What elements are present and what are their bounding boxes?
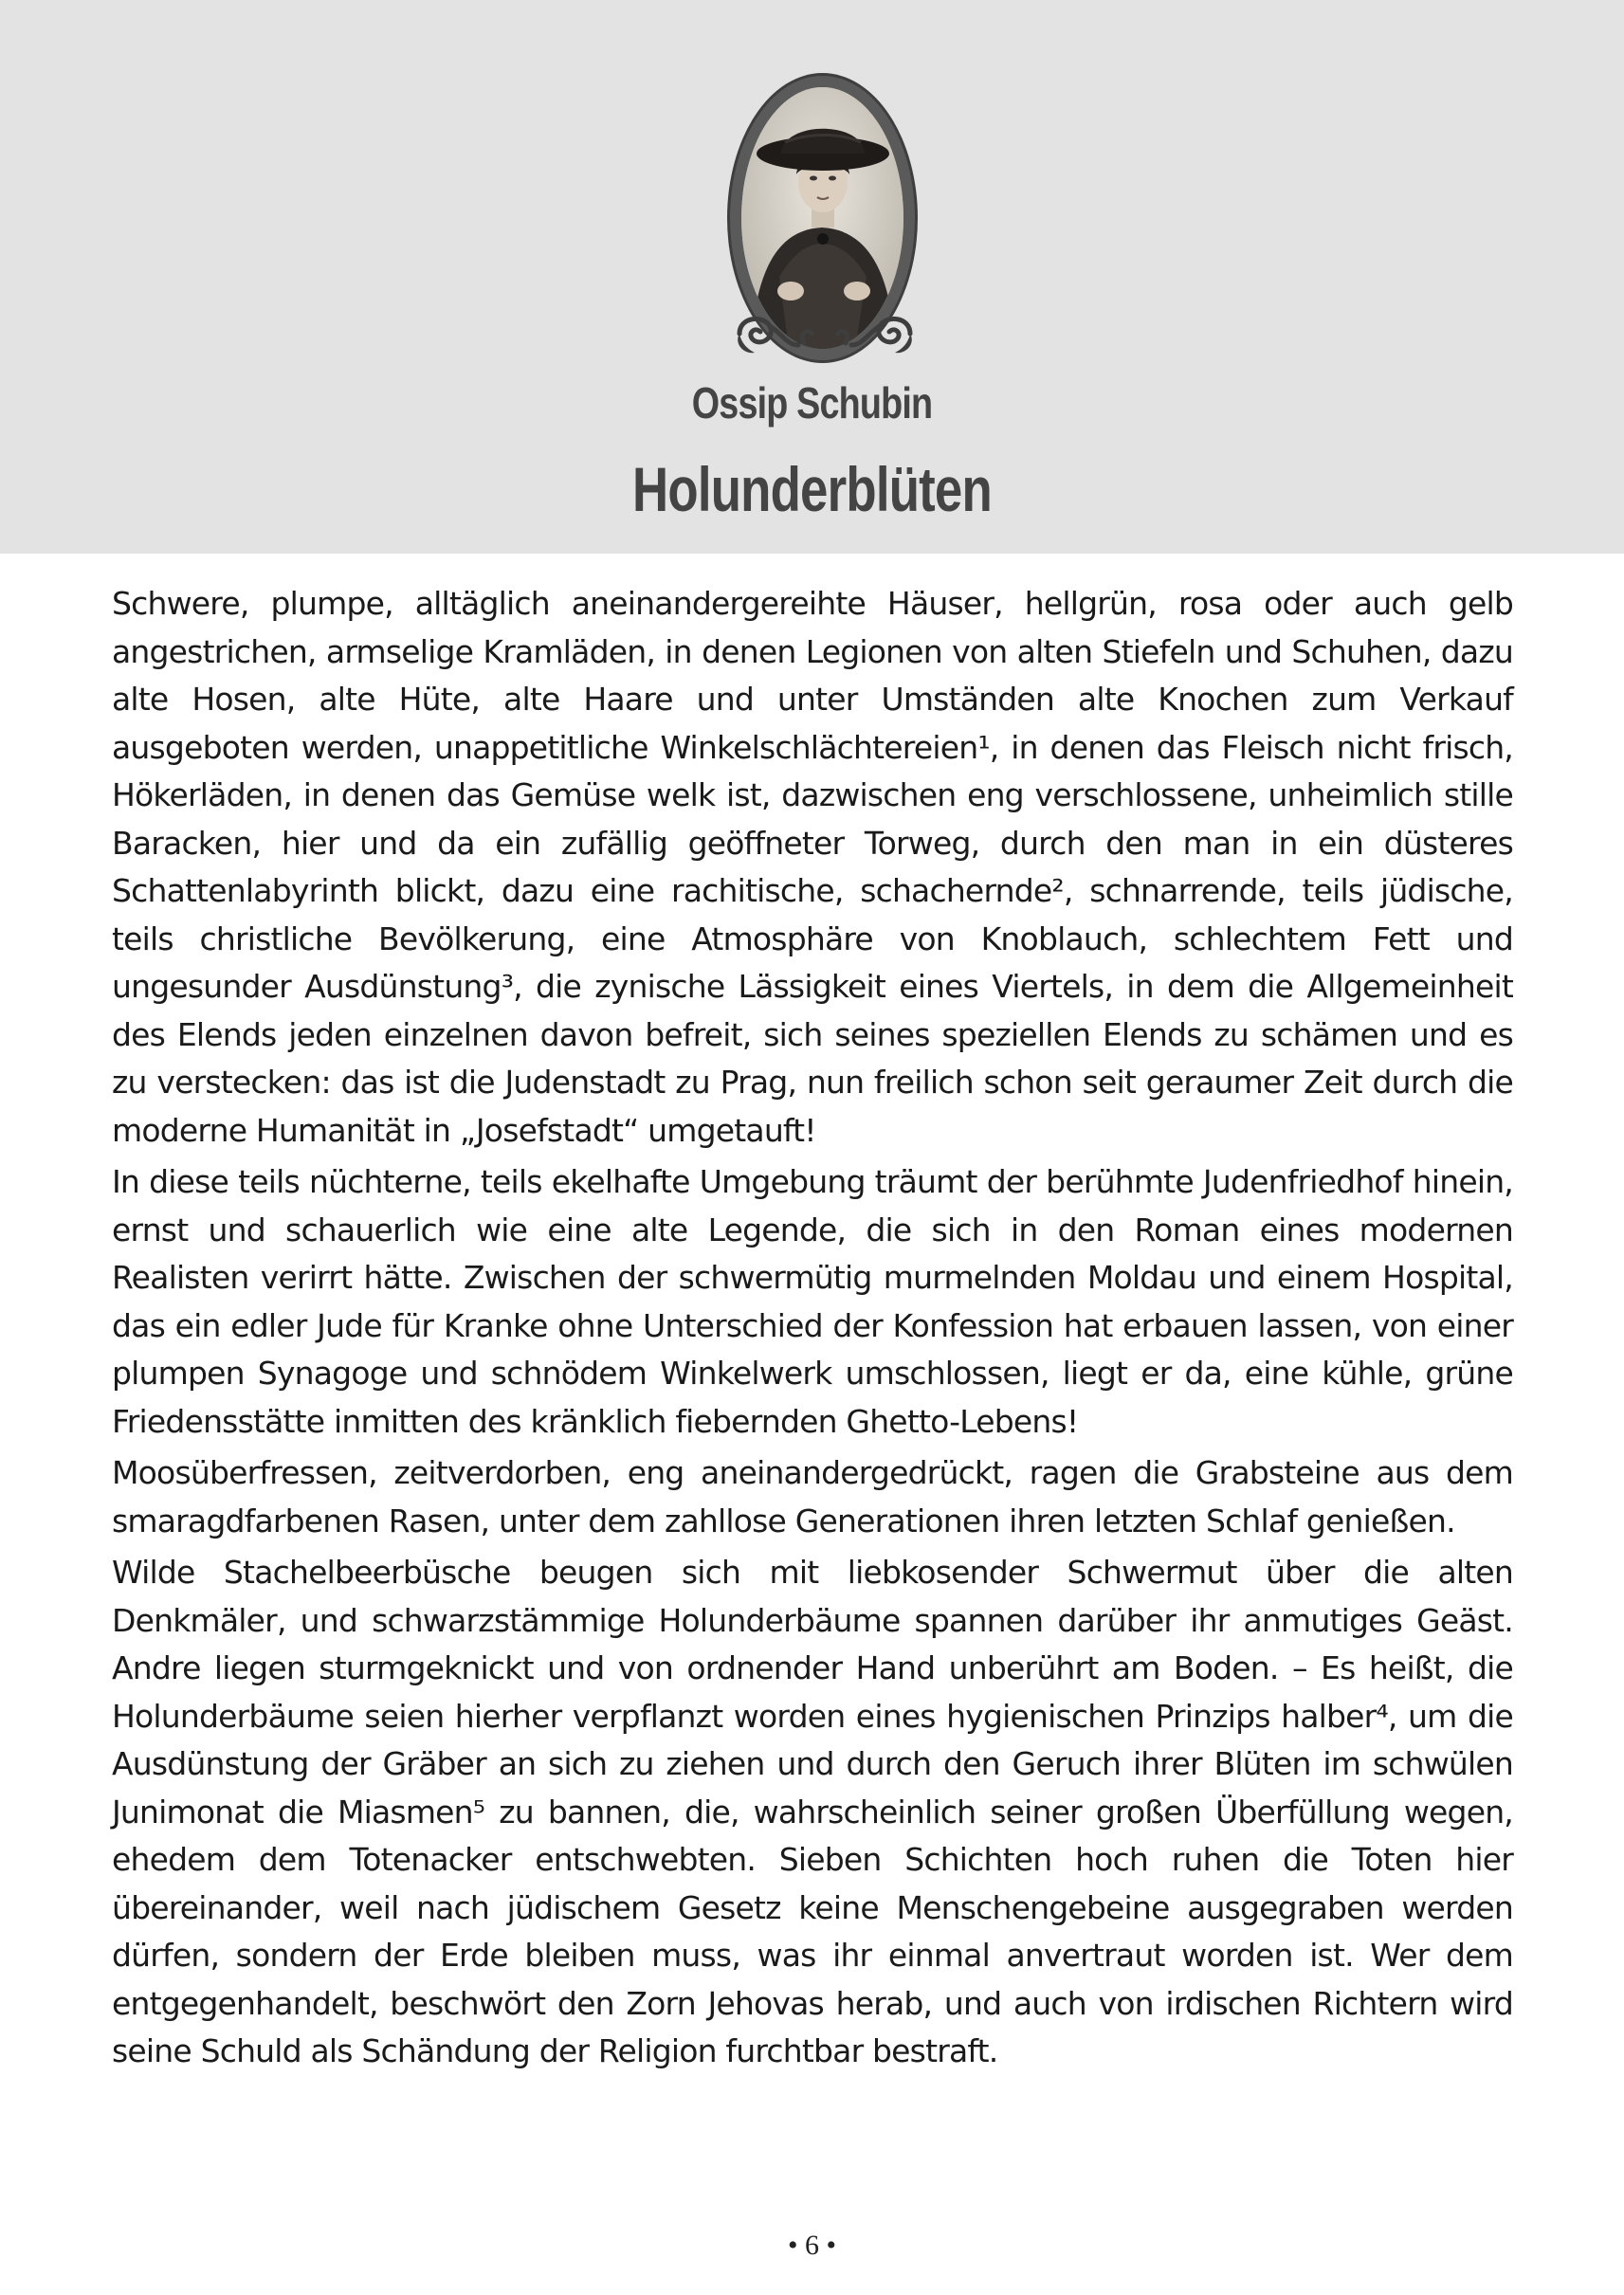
paragraph-1: Schwere, plumpe, alltäglich aneinandergereihte Häuser, hellgrün, rosa oder auch gelb angestrichen, armselige Kramläden, in denen Legionen von alten Stiefeln und Schuhen, dazu alte Hosen, alte Hüte, alte Haare und unter Umständen alte Knochen zum Verkauf ausgeboten werden, unappetitliche Winkelschlächtereien¹, in denen das Fleisch nicht frisch, Hökerläden, in denen das Gemüse welk ist, dazwischen eng verschlossene, unheimlich stille Baracken, hier und da ein zufällig geöffneter Torweg, durch den man in ein düsteres Schattenlabyrinth blickt, dazu eine rachitische, schachernde², schnarrende, teils jüdische, teils christliche Bevölkerung, eine Atmosphäre von Knoblauch, schlechtem Fett und ungesunder Ausdünstung³, die zynische Lässigkeit eines Viertels, in dem die Allgemeinheit des Elends jeden einzelnen davon befreit, sich seines speziellen Elends zu schämen und es zu verstecken: das ist die Judenstadt zu Prag, nun freilich schon seit geraumer Zeit durch die moderne Humanität in „Josefstadt“ umgetauft! xyxy=(112,585,1513,1149)
paragraph-3: Moosüberfressen, zeitverdorben, eng aneinandergedrückt, ragen die Grabsteine aus dem smaragdfarbenen Rasen, unter dem zahllose Generationen ihren letzten Schlaf genießen. xyxy=(112,1454,1513,1539)
page-number: • 6 • xyxy=(787,2230,836,2261)
story-text xyxy=(112,580,1513,2080)
author-name: Ossip Schubin xyxy=(691,378,933,428)
paragraph-4: Wilde Stachelbeerbüsche beugen sich mit liebkosender Schwermut über die alten Denkmäler, und schwarzstämmige Holunderbäume spannen darüber ihr anmutiges Geäst. Andre liegen sturmgeknickt und von ordnender Hand unberührt am Boden. – Es heißt, die Holunderbäume seien hierher verpflanzt worden eines hygienischen Prinzips halber⁴, um die Ausdünstung der Gräber an sich zu ziehen und durch den Geruch ihrer Blüten im schwülen Junimonat die Miasmen⁵ zu bannen, die, wahrscheinlich seiner großen Überfüllung wegen, ehedem dem Totenacker entschwebten. Sieben Schichten hoch ruhen die Toten hier übereinander, weil nach jüdischem Gesetz keine Menschengebeine ausgegraben werden dürfen, sondern der Erde bleiben muss, was ihr einmal anvertraut worden ist. Wer dem entgegenhandelt, beschwört den Zorn Jehovas herab, und auch von irdischen Richtern wird seine Schuld als Schändung der Religion furchtbar bestraft. xyxy=(112,1554,1513,2069)
paragraph-2: In diese teils nüchterne, teils ekelhafte Umgebung träumt der berühmte Judenfriedhof hinein, ernst und schauerlich wie eine alte Legende, die sich in den Roman eines modernen Realisten verirrt hätte. Zwischen der schwermütig murmelnden Moldau und einem Hospital, das ein edler Jude für Kranke ohne Unterschied der Konfession hat erbauen lassen, von einer plumpen Synagoge und schnödem Winkelwerk umschlossen, liegt er da, eine kühle, grüne Friedensstätte inmitten des kränklich fiebernden Ghetto-Lebens! xyxy=(112,1163,1513,1440)
floral-ornament-icon xyxy=(730,305,920,362)
page-title: Holunderblüten xyxy=(632,454,992,524)
